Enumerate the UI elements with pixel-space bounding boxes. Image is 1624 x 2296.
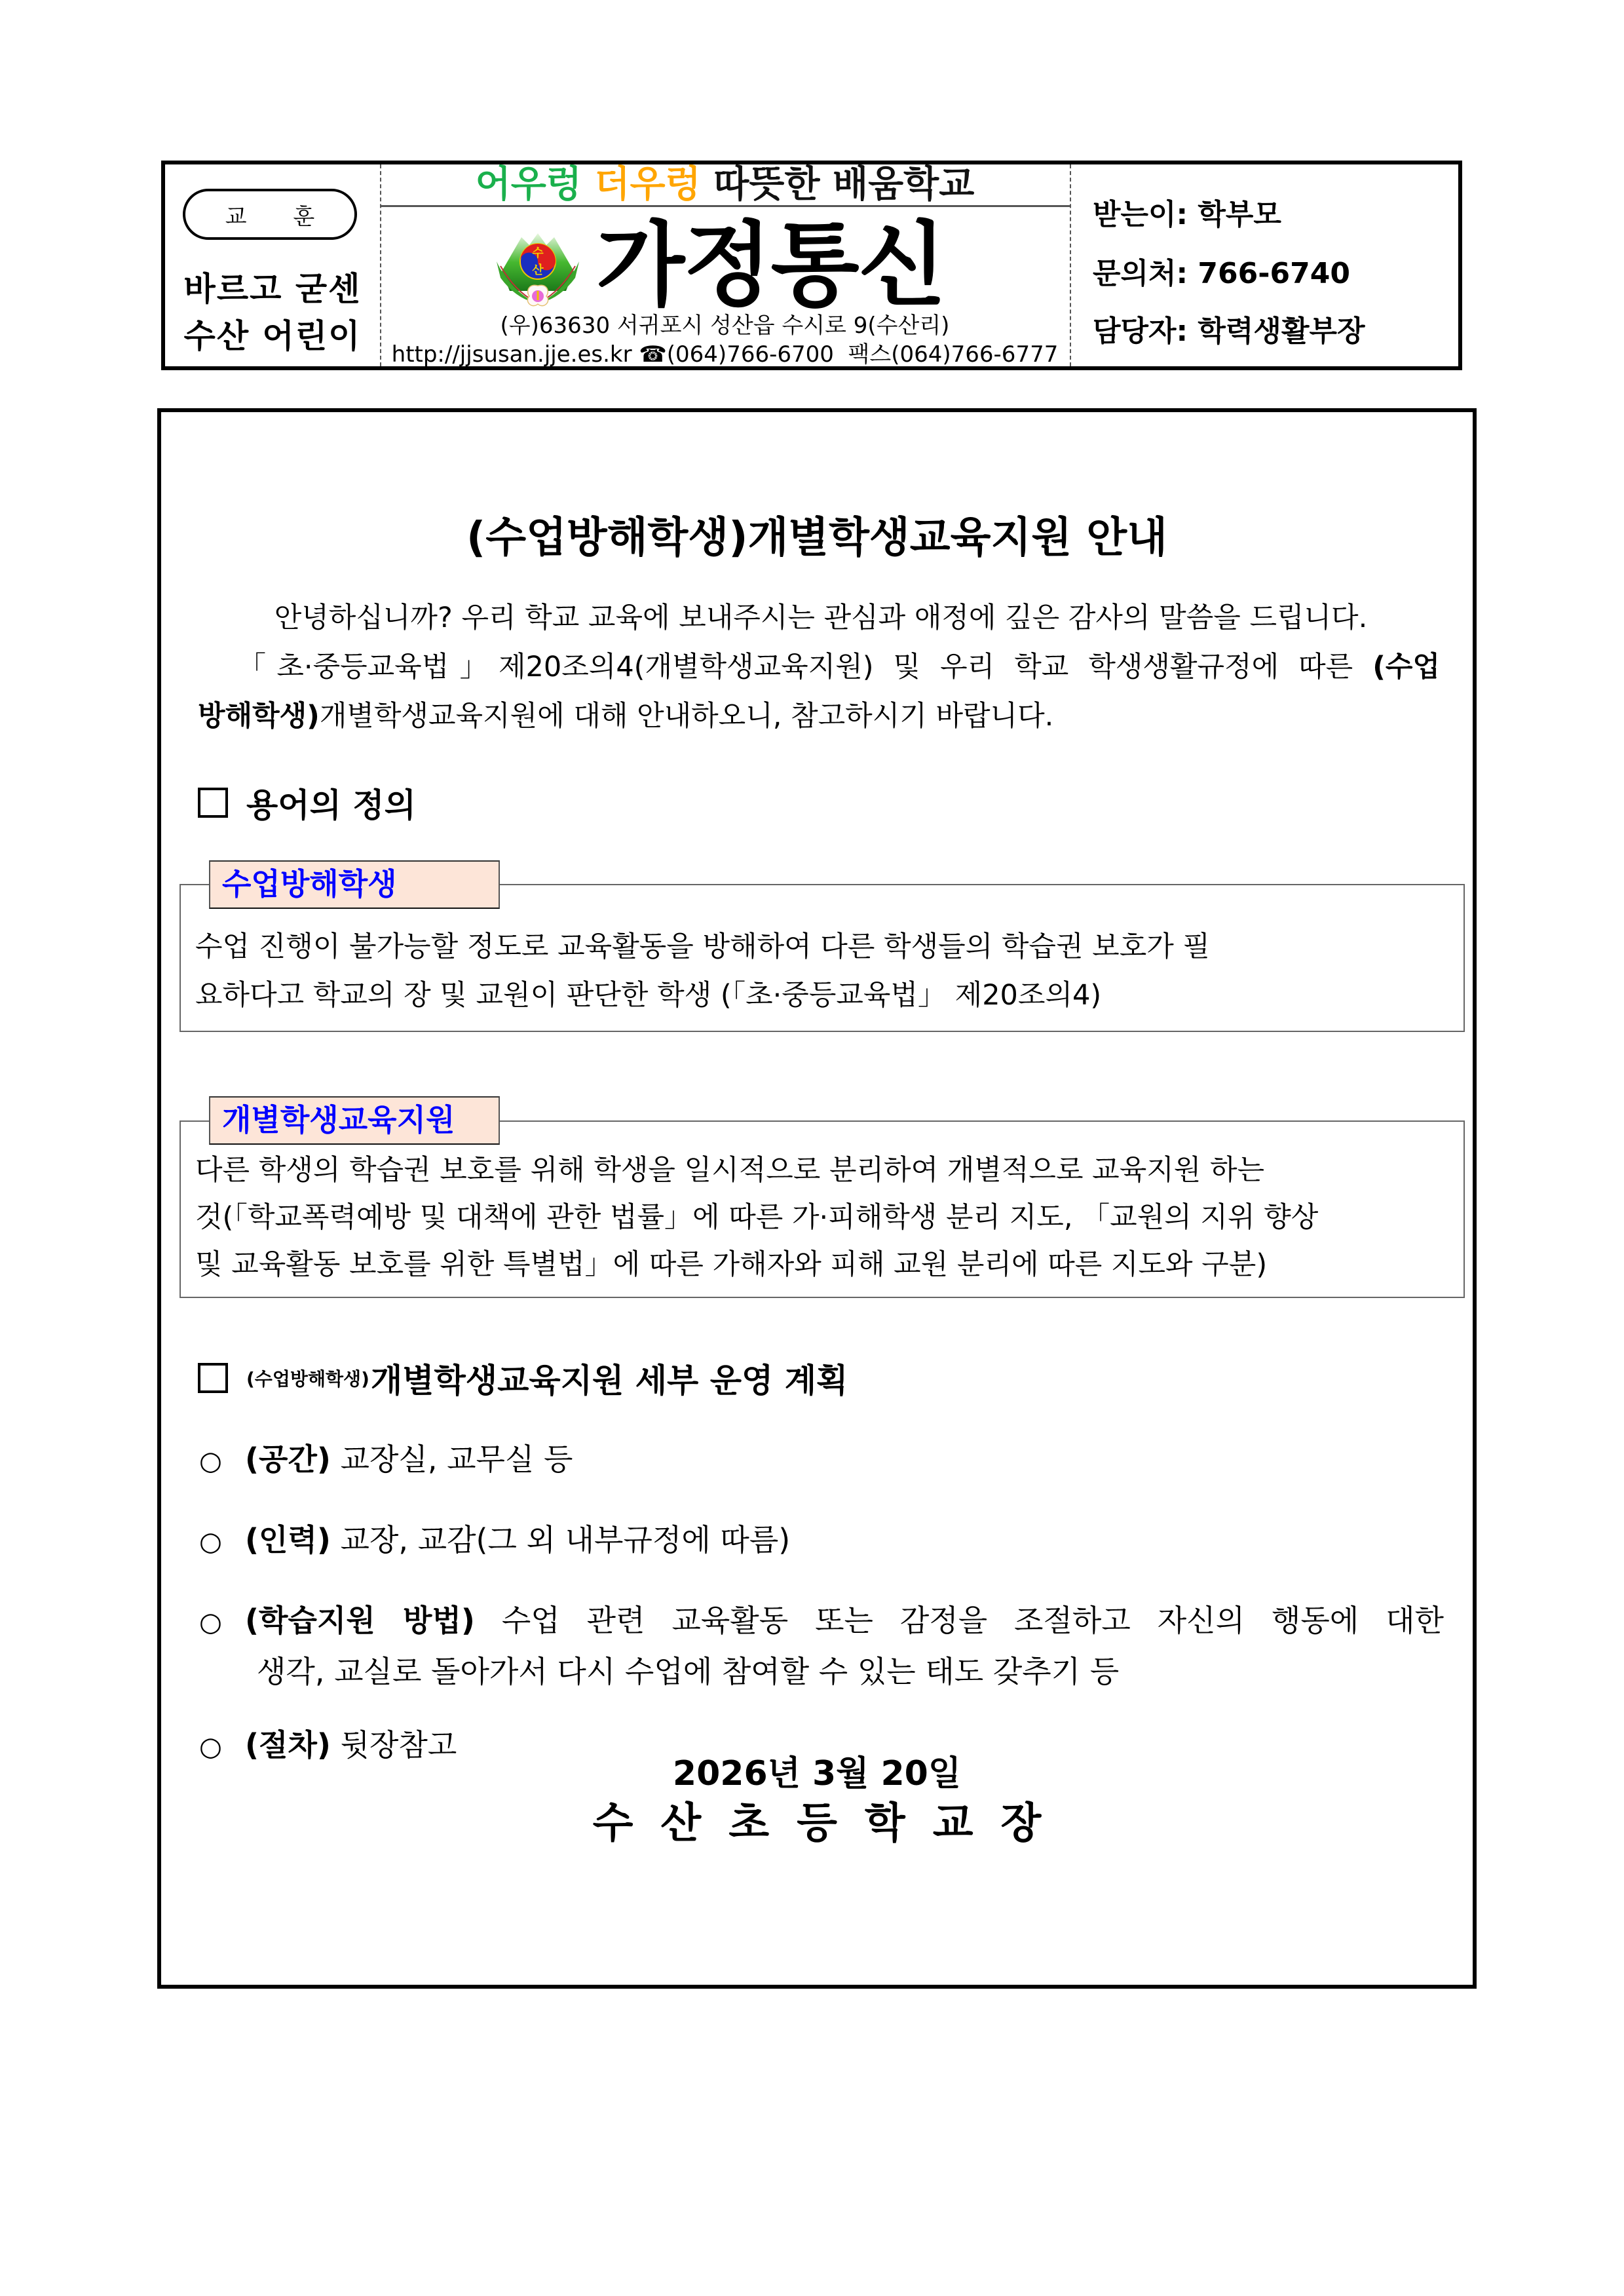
fax-number: (064)766-6777 bbox=[891, 341, 1059, 368]
section-terms-heading: 용어의 정의 bbox=[198, 779, 416, 826]
bullet-circle-icon: ○ bbox=[199, 1607, 222, 1637]
definition-box-individual-support bbox=[179, 1120, 1465, 1298]
plan-item-space: ○ (공간) 교장실, 교무실 등 bbox=[199, 1442, 573, 1477]
document-body bbox=[157, 408, 1477, 1989]
recipient-info-section bbox=[1073, 164, 1458, 366]
slogan-part-2: 더우렁 bbox=[594, 163, 701, 206]
motto-label: 교 훈 bbox=[183, 189, 357, 240]
intro-line-3: 방해학생)개별학생교육지원에 대해 안내하오니, 참고하시기 바랍니다. bbox=[198, 700, 1054, 733]
svg-text:수: 수 bbox=[532, 246, 544, 260]
section-plan-heading: (수업방해학생) 개별학생교육지원 세부 운영 계획 bbox=[198, 1354, 848, 1402]
plan-item-method: ○ (학습지원 방법) 수업 관련 교육활동 또는 감정을 조절하고 자신의 행동에 대한 bbox=[199, 1603, 1444, 1638]
plan-item-method-continuation: 생각, 교실로 돌아가서 다시 수업에 참여할 수 있는 태도 갖추기 등 bbox=[257, 1654, 1120, 1689]
motto-line-1: 바르고 굳센 bbox=[183, 270, 362, 308]
recipient: 받는이: 학부모 bbox=[1093, 198, 1281, 231]
term-label: 수업방해학생 bbox=[209, 860, 500, 909]
title-section bbox=[380, 164, 1070, 366]
person-in-charge: 담당자: 학력생활부장 bbox=[1093, 315, 1365, 348]
school-slogan bbox=[380, 164, 1070, 207]
empty-square-icon bbox=[198, 1363, 228, 1393]
issue-date: 2026년 3월 20일 bbox=[672, 1754, 962, 1793]
column-divider bbox=[1070, 164, 1071, 366]
definition-line: 다른 학생의 학습권 보호를 위해 학생을 일시적으로 분리하여 개별적으로 교육지원 하는 bbox=[195, 1154, 1265, 1187]
school-motto-section bbox=[165, 164, 380, 366]
definition-line: 요하다고 학교의 장 및 교원이 판단한 학생 (「초·중등교육법」 제20조의4) bbox=[195, 979, 1102, 1012]
bullet-circle-icon: ○ bbox=[199, 1732, 222, 1762]
motto-line-2: 수산 어린이 bbox=[183, 317, 362, 355]
svg-text:산: 산 bbox=[532, 263, 544, 277]
term-label: 개별학생교육지원 bbox=[209, 1096, 500, 1145]
contact-line bbox=[380, 336, 1070, 368]
plan-item-staff: ○ (인력) 교장, 교감(그 외 내부규정에 따름) bbox=[199, 1522, 791, 1558]
phone-number: (064)766-6700 bbox=[666, 341, 834, 368]
newsletter-header bbox=[161, 161, 1462, 370]
fax-label: 팩스 bbox=[848, 341, 892, 368]
school-website-link[interactable]: http://jjsusan.jje.es.kr bbox=[391, 341, 632, 368]
phone-icon: ☎ bbox=[639, 341, 667, 368]
intro-line-2: 「초·중등교육법」제20조의4(개별학생교육지원) 및 우리 학교 학생생활규정에 따른 (수업 bbox=[238, 651, 1440, 683]
slogan-part-3: 따뜻한 배움학교 bbox=[713, 163, 975, 206]
bullet-circle-icon: ○ bbox=[199, 1446, 222, 1476]
intro-line-1: 안녕하십니까? 우리 학교 교육에 보내주시는 관심과 애정에 깊은 감사의 말씀을 드립니다. bbox=[274, 602, 1368, 634]
principal-signature: 수산초등학교장 bbox=[592, 1799, 1069, 1848]
bullet-circle-icon: ○ bbox=[199, 1527, 222, 1557]
inquiry-phone: 문의처: 766-6740 bbox=[1093, 257, 1350, 290]
definition-line: 및 교육활동 보호를 위한 특별법」에 따른 가해자와 피해 교원 분리에 따른 지도와 구분) bbox=[195, 1248, 1268, 1281]
definition-line: 것(「학교폭력예방 및 대책에 관한 법률」에 따른 가·피해학생 분리 지도, 「교원의 지위 향상 bbox=[195, 1201, 1319, 1234]
definition-line: 수업 진행이 불가능할 정도로 교육활동을 방해하여 다른 학생들의 학습권 보호가 필 bbox=[195, 930, 1210, 963]
notice-title: (수업방해학생)개별학생교육지원 안내 bbox=[466, 514, 1167, 562]
plan-item-procedure: ○ (절차) 뒷장참고 bbox=[199, 1727, 457, 1763]
school-address: (우)63630 서귀포시 성산읍 수시로 9(수산리) bbox=[500, 313, 950, 339]
empty-square-icon bbox=[198, 788, 228, 818]
school-emblem-icon bbox=[489, 225, 587, 309]
slogan-part-1: 어우렁 bbox=[475, 163, 582, 206]
document-title: 가정통신 bbox=[596, 212, 945, 319]
